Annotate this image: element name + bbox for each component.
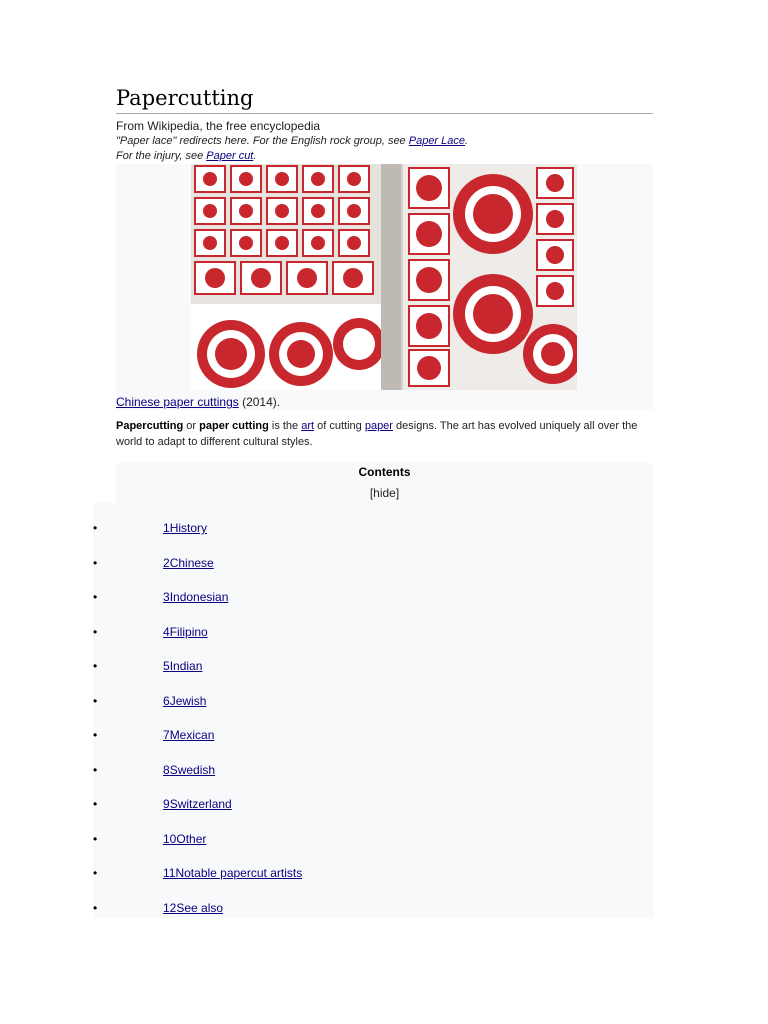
toc-link[interactable] [163, 797, 232, 811]
list-bullet: • [93, 762, 98, 777]
toc-link[interactable] [163, 832, 206, 846]
toc-link[interactable] [163, 763, 215, 777]
list-bullet: • [93, 521, 98, 535]
toc-item-indonesian [93, 590, 653, 625]
toc-number: 8 [163, 762, 170, 777]
toc-hide-toggle[interactable]: [hide] [369, 486, 400, 500]
toc-item-swedish [93, 763, 653, 798]
toc-item-history [93, 521, 653, 556]
toc-item-chinese [93, 556, 653, 591]
lead-text: designs. The art has evolved uniquely all over the world to adapt to different cultural styles. [116, 420, 638, 448]
hatnote-paper-lace [116, 134, 653, 149]
list-bullet: • [93, 728, 98, 743]
lead-paragraph [116, 418, 653, 450]
toc-number: 1 [163, 521, 170, 535]
chinese-paper-cuttings-link[interactable]: Chinese paper cuttings [116, 395, 239, 409]
list-bullet: • [93, 797, 98, 812]
hatnote-text: For the injury, see [116, 150, 207, 162]
toc-label: Filipino [169, 624, 208, 639]
toc-item-mexican [93, 728, 653, 763]
site-tagline: From Wikipedia, the free encyclopedia [116, 119, 321, 133]
toc-number: 6 [163, 693, 170, 708]
toc-link[interactable] [163, 521, 207, 535]
toc-link[interactable] [163, 866, 302, 880]
toc-item-other [93, 832, 653, 867]
paper-link[interactable]: paper [364, 420, 393, 432]
caption-year: (2014). [238, 395, 281, 409]
list-bullet: • [93, 901, 98, 916]
bold-term-papercutting: Papercutting [116, 420, 184, 432]
toc-label: History [169, 521, 208, 535]
hatnote-punctuation: . [465, 135, 469, 147]
papercuttings-photo[interactable] [191, 164, 577, 390]
list-bullet: • [93, 831, 98, 846]
table-of-contents [93, 463, 653, 918]
list-bullet: • [93, 624, 98, 639]
list-bullet: • [93, 659, 98, 674]
page-title: Papercutting [116, 84, 653, 114]
toc-number: 3 [163, 590, 170, 605]
toc-number: 2 [163, 555, 170, 570]
lead-text: is the [268, 420, 302, 432]
toc-item-indian [93, 659, 653, 694]
toc-number: 10 [163, 831, 177, 846]
toc-number: 4 [163, 624, 170, 639]
toc-list [93, 521, 653, 936]
toc-link[interactable] [163, 556, 214, 570]
toc-link[interactable] [163, 728, 214, 742]
article-figure [116, 164, 653, 410]
toc-item-filipino [93, 625, 653, 660]
toc-number: 11 [163, 866, 176, 881]
toc-item-jewish [93, 694, 653, 729]
toc-number: 9 [163, 797, 170, 812]
toc-title: Contents [358, 465, 411, 479]
art-link[interactable]: art [301, 420, 315, 432]
toc-item-see-also [93, 901, 653, 936]
toc-label: Notable papercut artists [175, 866, 303, 881]
toc-label: Jewish [169, 693, 207, 708]
bold-term-paper-cutting: paper cutting [199, 420, 269, 432]
toc-label: Swedish [169, 762, 216, 777]
figure-caption [116, 395, 280, 409]
toc-label: See also [176, 901, 224, 916]
list-bullet: • [93, 590, 98, 605]
toc-label: Indian [169, 659, 203, 674]
toc-number: 7 [163, 728, 170, 743]
lead-text: or [183, 420, 200, 432]
hatnote-text: "Paper lace" redirects here. For the English rock group, see [116, 135, 409, 147]
toc-label: Chinese [169, 555, 214, 570]
toc-link[interactable] [163, 694, 206, 708]
toc-link[interactable] [163, 625, 208, 639]
toc-link[interactable] [163, 659, 202, 673]
toc-item-notable-papercut-artists [93, 866, 653, 901]
toc-label: Indonesian [169, 590, 229, 605]
toc-label: Switzerland [169, 797, 232, 812]
hatnote-paper-cut [116, 149, 653, 164]
toc-number: 5 [163, 659, 170, 674]
toc-item-switzerland [93, 797, 653, 832]
toc-link[interactable] [163, 901, 223, 915]
toc-label: Other [176, 831, 207, 846]
toc-number: 12 [163, 901, 177, 916]
paper-cut-link[interactable]: Paper cut [206, 150, 254, 162]
lead-text: of cutting [314, 420, 365, 432]
list-bullet: • [93, 866, 98, 881]
paper-lace-link[interactable]: Paper Lace [408, 135, 465, 147]
list-bullet: • [93, 555, 98, 570]
toc-link[interactable] [163, 590, 228, 604]
list-bullet: • [93, 693, 98, 708]
article-header [116, 84, 653, 164]
hatnote-punctuation: . [253, 150, 257, 162]
toc-label: Mexican [169, 728, 215, 743]
